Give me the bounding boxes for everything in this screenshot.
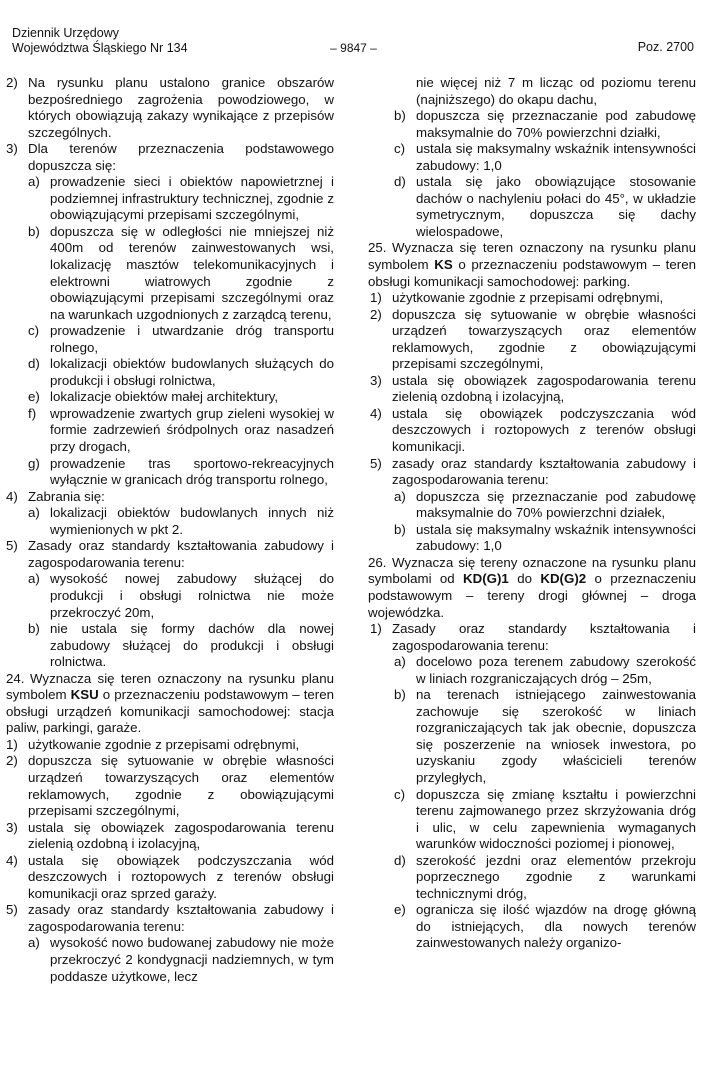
item-text: prowadzenie tras sportowo-rekreacyjnych wyłącznie w granicach dróg transportu rolnego, <box>50 455 334 488</box>
item-label: 26. <box>368 554 387 570</box>
item-text: ogranicza się ilość wjazdów na drogę główną do istniejących, dla nowych terenów zainwestowanych należy organizo- <box>416 902 696 951</box>
item-text: prowadzenie sieci i obiektów napowietrznej i podziemnej infrastruktury technicznej, zgodnie z obowiązującymi przepisami szczególnymi, <box>50 174 334 223</box>
item-label: a) <box>28 505 40 521</box>
list-item <box>368 373 696 406</box>
item-text: lokalizacje obiektów małej architektury, <box>50 389 279 405</box>
item-label: 3) <box>6 141 18 157</box>
item-text: na terenach istniejącego zainwestowania zachowuje się szerokość w liniach rozgraniczających tak jak obecnie, dopuszcza się poszerzenie na wniosek inwestora, po uzyskaniu zgody właścicieli terenów przyległych, <box>416 687 696 785</box>
item-text <box>368 555 696 621</box>
list-item <box>6 621 334 671</box>
zone-symbol: KD(G)2 <box>540 571 587 587</box>
list-item <box>6 538 334 571</box>
item-text: wprowadzenie zwartych grup zieleni wysokiej w formie zadrzewień śródpolnych oraz nasadzeń przy drogach, <box>50 405 334 455</box>
list-item <box>368 174 696 240</box>
right-column <box>368 75 696 952</box>
item-text: dopuszcza się przeznaczanie pod zabudowę maksymalnie do 70% powierzchni działek, <box>416 488 696 521</box>
item-label: 25. <box>368 240 387 256</box>
text-segment: Wyznacza się tereny oznaczone na rysunku planu symbolami od <box>368 554 696 587</box>
list-item <box>6 935 334 985</box>
item-label: b) <box>28 223 40 239</box>
zone-symbol: KS <box>434 257 453 273</box>
item-label: 3) <box>6 819 18 835</box>
text-segment: o przeznaczeniu podstawowym – teren obsługi urządzeń komunikacji samochodowej: stacja paliw, parkingi, garaże. <box>6 687 334 736</box>
item-label: 5) <box>6 902 18 918</box>
item-text: ustala się obowiązek zagospodarowania terenu zielenią ozdobną i izolacyjną, <box>28 819 334 852</box>
item-text: lokalizacji obiektów budowlanych innych niż wymienionych w pkt 2. <box>50 505 334 537</box>
item-label: 4) <box>6 852 18 868</box>
section-paragraph <box>368 240 696 290</box>
item-text: wysokość nowo budowanej zabudowy nie może przekroczyć 2 kondygnacji nadziemnych, w tym poddasze użytkowe, lecz <box>50 935 334 984</box>
list-item <box>368 853 696 903</box>
position-number: Poz. 2700 <box>637 40 694 54</box>
list-item <box>6 323 334 356</box>
list-item <box>6 853 334 903</box>
item-text: lokalizacji obiektów budowlanych służących do produkcji i obsługi rolnictwa, <box>50 356 334 388</box>
item-label: 3) <box>370 372 382 388</box>
item-text: ustala się jako obowiązujące stosowanie dachów o nachyleniu połaci do 45°, w układzie symetrycznym, dopuszcza się dachy wielospadowe, <box>416 174 696 239</box>
item-label: d) <box>394 174 406 190</box>
list-item <box>6 224 334 323</box>
text-segment: do <box>508 571 541 587</box>
item-label: 4) <box>6 488 18 504</box>
item-text: nie ustala się formy dachów dla nowej zabudowy służącej do produkcji i obsługi rolnictwa. <box>50 621 334 670</box>
list-item <box>6 75 334 141</box>
list-item <box>368 75 696 108</box>
text-segment: Wyznacza się teren oznaczony na rysunku planu symbolem <box>368 240 696 273</box>
item-label: 2) <box>6 753 18 769</box>
section-paragraph <box>6 671 334 737</box>
item-text: Na rysunku planu ustalono granice obszarów bezpośredniego zagrożenia powodziowego, w których obowiązują zakazy wynikające z przepisów szczególnych. <box>28 75 334 140</box>
list-item <box>6 505 334 538</box>
list-item <box>368 290 696 307</box>
list-item <box>368 522 696 555</box>
list-item <box>6 389 334 406</box>
list-item <box>368 902 696 952</box>
list-item <box>368 787 696 853</box>
item-label: f) <box>28 405 37 421</box>
item-text: szerokość jezdni oraz elementów przekroju poprzecznego zgodnie z warunkami technicznymi dróg, <box>416 852 696 901</box>
item-label: 5) <box>6 538 18 554</box>
text-segment: Wyznacza się teren oznaczony na rysunku planu symbolem <box>6 670 334 703</box>
item-text: nie więcej niż 7 m licząc od poziomu terenu (najniższego) do okapu dachu, <box>416 75 696 107</box>
item-label: 4) <box>370 405 382 421</box>
item-text <box>368 240 696 290</box>
item-label: c) <box>28 323 40 339</box>
list-item <box>6 489 334 506</box>
list-item <box>6 571 334 621</box>
item-label: a) <box>394 654 406 670</box>
item-text: zasady oraz standardy kształtowania zabudowy i zagospodarowania terenu: <box>392 455 696 488</box>
item-label: b) <box>394 687 406 703</box>
item-label: 1) <box>370 621 382 637</box>
zone-symbol: KSU <box>70 687 99 703</box>
item-text: ustala się obowiązek podczyszczania wód deszczowych i roztopowych z terenów obsługi komunikacji. <box>392 405 696 455</box>
item-label: 24. <box>6 670 25 686</box>
list-item <box>6 174 334 224</box>
item-label: g) <box>28 455 40 471</box>
journal-line-2: Województwa Śląskiego Nr 134 <box>12 40 188 55</box>
list-item <box>368 307 696 373</box>
item-text: zasady oraz standardy kształtowania zabudowy i zagospodarowania terenu: <box>28 902 334 934</box>
item-label: a) <box>28 571 40 587</box>
item-label: b) <box>394 521 406 537</box>
item-text: dopuszcza się zmianę kształtu i powierzchni terenu zajmowanego przez skrzyżowania dróg i ulic, w celu zapewnienia wymaganych warunków widoczności poziomej i pionowej, <box>416 786 696 852</box>
item-label: a) <box>28 935 40 951</box>
item-text: Zabrania się: <box>28 488 105 504</box>
list-item <box>368 406 696 456</box>
text-segment: o przeznaczeniu podstawowym – teren obsługi komunikacji samochodowej: parking. <box>368 257 696 289</box>
item-text: dopuszcza się w odległości nie mniejszej niż 400m od terenów zainwestowanych wsi, lokalizację masztów telekomunikacyjnych i elektrowni wiatrowych zgodnie z obowiązującymi przepisami szczególnymi oraz na warunkach uzgodnionych z zarządcą terenu, <box>50 223 334 322</box>
list-item <box>6 902 334 935</box>
journal-line-1: Dziennik Urzędowy <box>12 26 119 40</box>
item-text: dopuszcza się przeznaczanie pod zabudowę maksymalnie do 70% powierzchni działki, <box>416 108 696 140</box>
item-label: 2) <box>6 75 18 90</box>
item-label: b) <box>394 108 406 124</box>
item-text: ustala się maksymalny wskaźnik intensywności zabudowy: 1,0 <box>416 521 696 554</box>
item-label: d) <box>394 852 406 868</box>
list-item <box>6 406 334 456</box>
list-item <box>368 654 696 687</box>
item-text: Dla terenów przeznaczenia podstawowego dopuszcza się: <box>28 141 334 173</box>
item-text: dopuszcza się sytuowanie w obrębie własności urządzeń towarzyszących oraz elementów reklamowych, zgodnie z obowiązującymi przepisami szczególnymi, <box>392 306 696 372</box>
item-label: 1) <box>370 290 382 306</box>
item-text: ustala się obowiązek podczyszczania wód deszczowych i roztopowych z terenów obsługi komunikacji oraz sprzed garaży. <box>28 852 334 901</box>
item-text: dopuszcza się sytuowanie w obrębie własności urządzeń towarzyszących oraz elementów reklamowych, zgodnie z obowiązującymi przepisami szczególnymi, <box>28 753 334 819</box>
zone-symbol: KD(G)1 <box>463 571 509 587</box>
item-label: e) <box>28 389 40 405</box>
item-label: b) <box>28 621 40 637</box>
item-text: ustala się obowiązek zagospodarowania terenu zielenią ozdobną i izolacyjną, <box>392 372 696 405</box>
item-label: d) <box>28 356 40 372</box>
list-item <box>368 621 696 654</box>
item-label: 5) <box>370 455 382 471</box>
list-item <box>6 141 334 174</box>
item-text: użytkowanie zgodnie z przepisami odrębnymi, <box>28 736 300 752</box>
item-label: a) <box>394 488 406 504</box>
text-segment: o przeznaczeniu podstawowym – tereny drogi głównej – droga wojewódzka. <box>368 571 696 620</box>
page-number: – 9847 – <box>330 41 377 55</box>
item-text: docelowo poza terenem zabudowy szerokość w liniach rozgraniczających dróg – 25m, <box>416 654 696 686</box>
item-label: e) <box>394 902 406 918</box>
item-text <box>6 671 334 737</box>
list-item <box>6 820 334 853</box>
list-item <box>6 737 334 754</box>
item-label: 2) <box>370 306 382 322</box>
list-item <box>368 456 696 489</box>
list-item <box>368 489 696 522</box>
list-item <box>368 687 696 786</box>
item-label: 1) <box>6 736 18 752</box>
item-text: wysokość nowej zabudowy służącej do produkcji i obsługi rolnictwa nie może przekroczyć 20m, <box>50 571 334 620</box>
item-label: c) <box>394 141 406 157</box>
page-header <box>0 0 707 72</box>
section-paragraph <box>368 555 696 621</box>
list-item <box>6 356 334 389</box>
left-column <box>6 75 334 985</box>
item-text: Zasady oraz standardy kształtowania zabudowy i zagospodarowania terenu: <box>28 538 334 570</box>
list-item <box>368 108 696 141</box>
item-label: c) <box>394 786 406 802</box>
list-item <box>6 753 334 819</box>
item-text: ustala się maksymalny wskaźnik intensywności zabudowy: 1,0 <box>416 141 696 173</box>
list-item <box>368 141 696 174</box>
item-text: Zasady oraz standardy kształtowania i zagospodarowania terenu: <box>392 621 696 653</box>
item-label: a) <box>28 174 40 190</box>
list-item <box>6 456 334 489</box>
item-text: użytkowanie zgodnie z przepisami odrębnymi, <box>392 290 664 306</box>
item-text: prowadzenie i utwardzanie dróg transportu rolnego, <box>50 323 334 355</box>
